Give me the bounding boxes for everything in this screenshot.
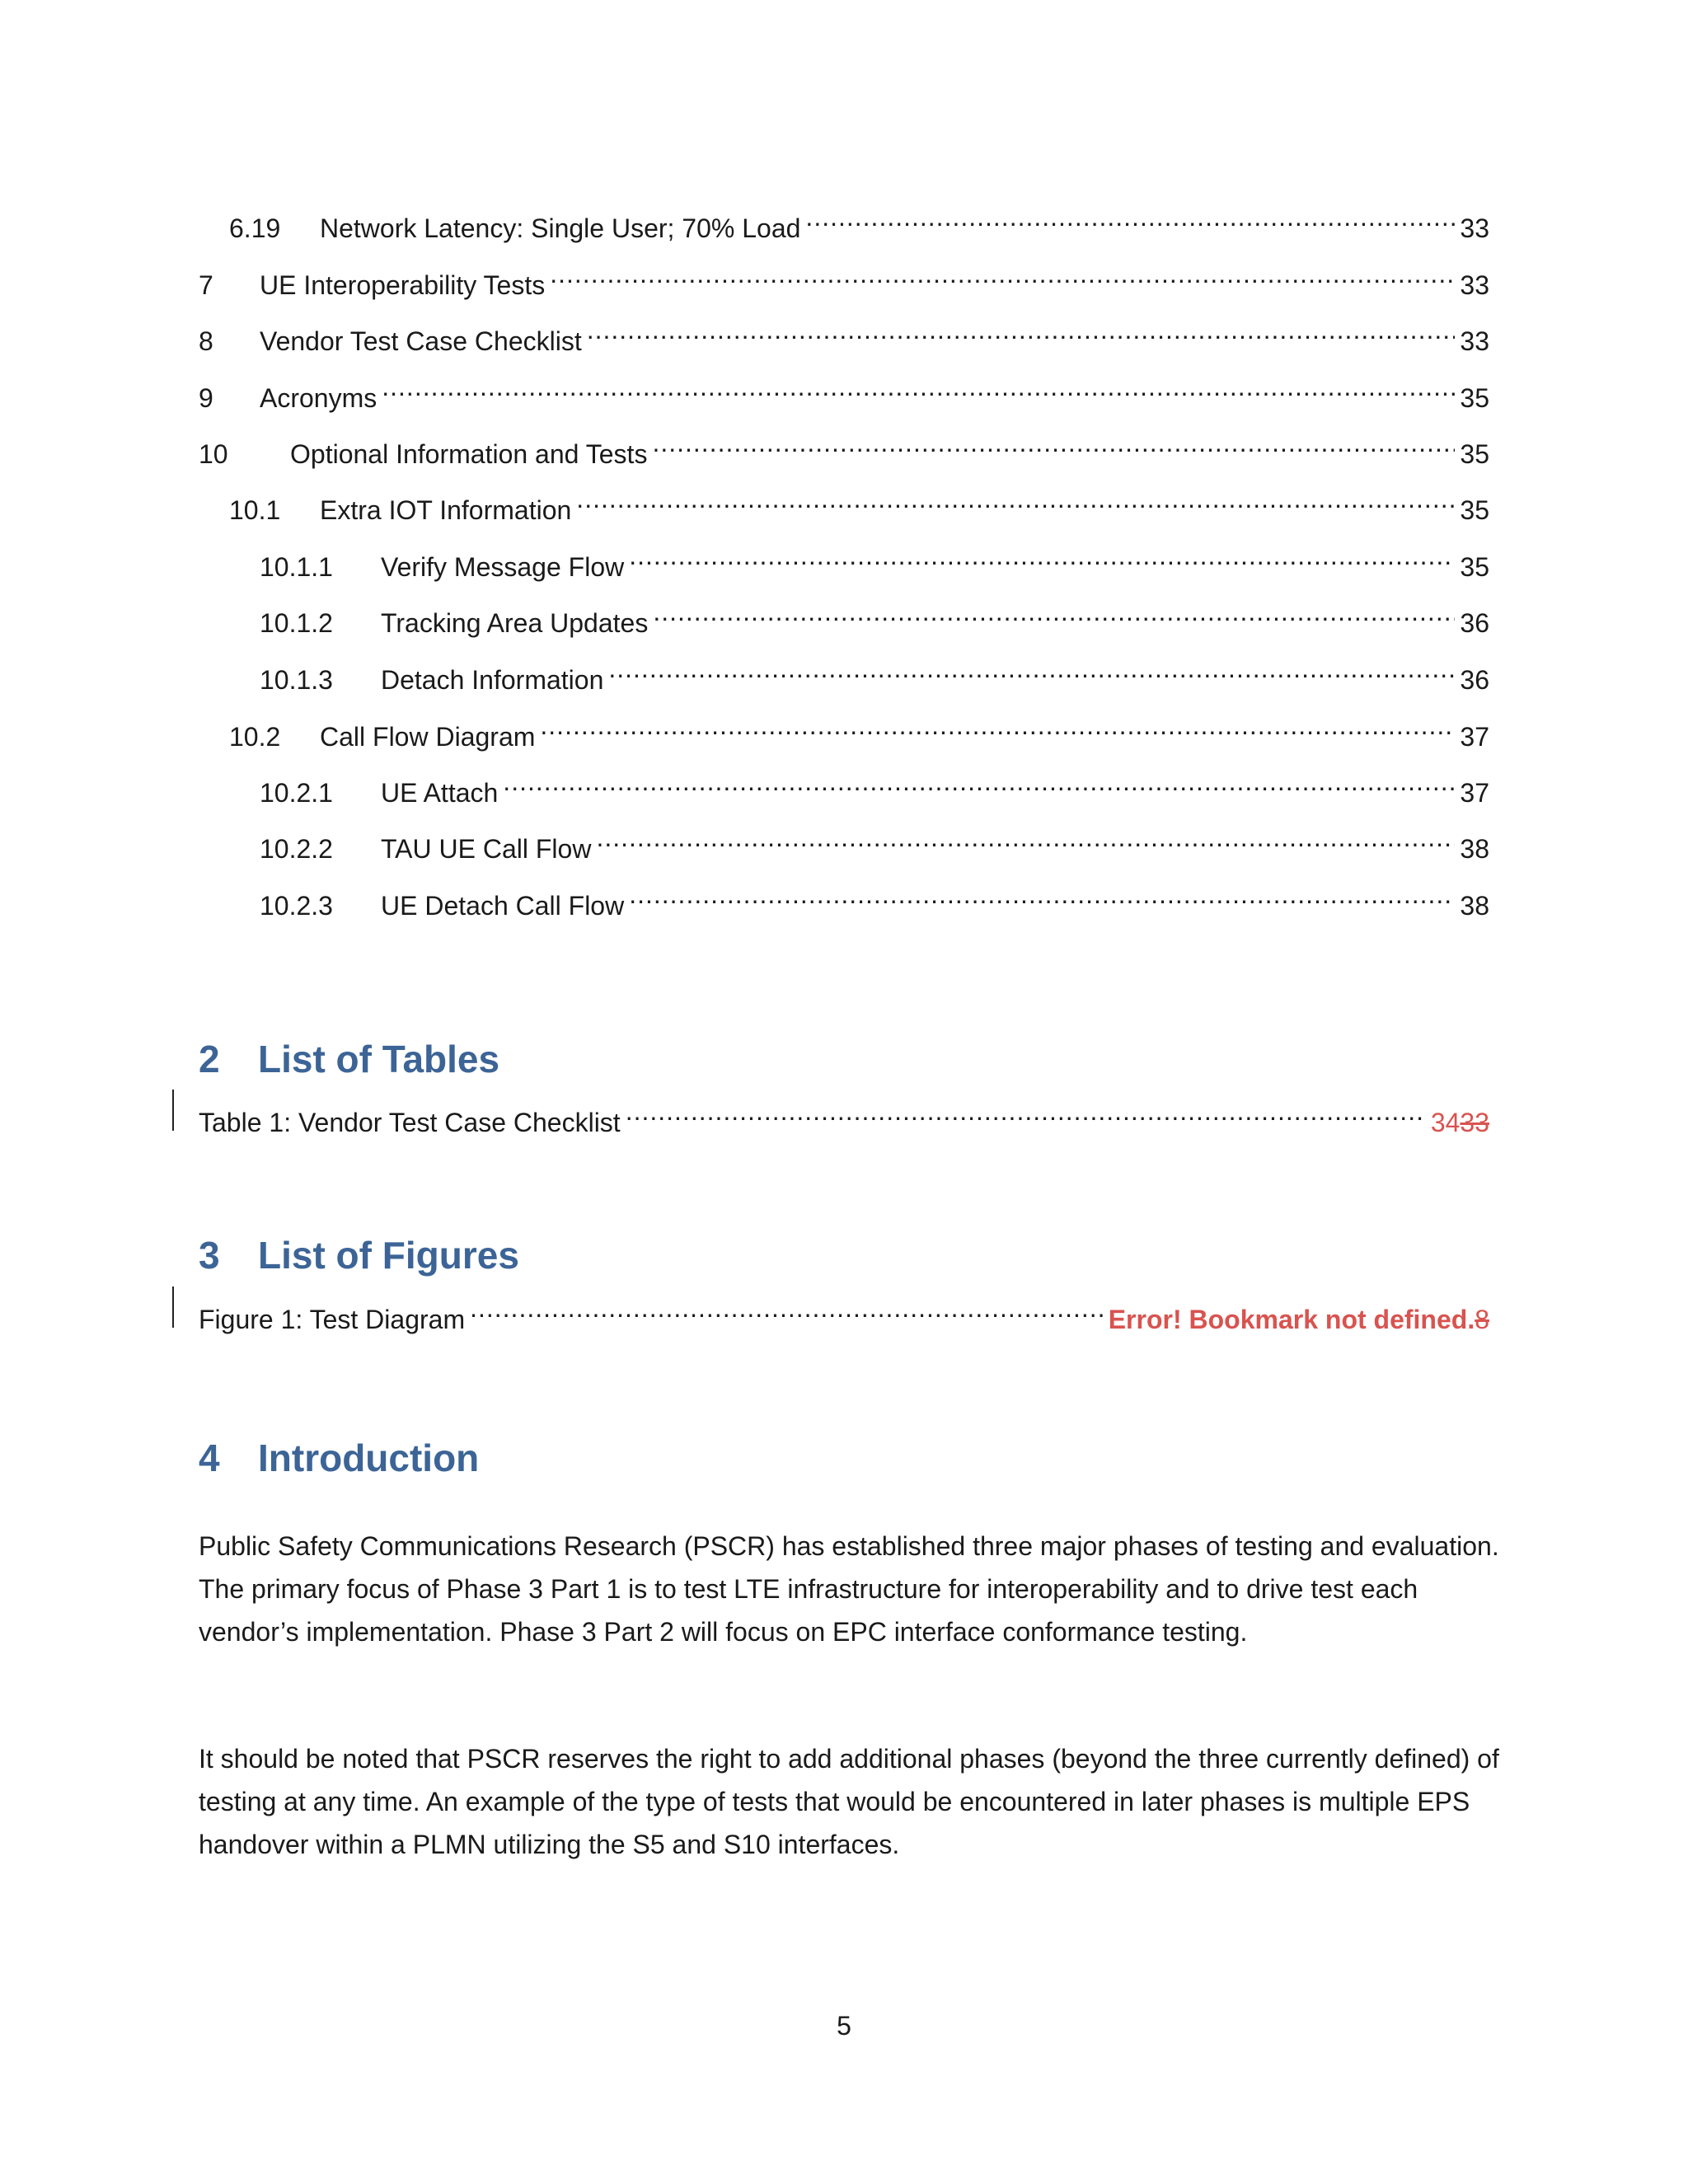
toc-entry-title: UE Detach Call Flow: [381, 891, 625, 921]
table-entry-title: Table 1: Vendor Test Case Checklist: [199, 1108, 621, 1137]
revision-change-bar: [172, 1090, 174, 1131]
toc-entry-number: 10.1.1: [260, 552, 333, 582]
table-entry-page-tracked: [1431, 1102, 1489, 1143]
toc-entry[interactable]: [260, 591, 1489, 638]
intro-paragraph: Public Safety Communications Research (PSCR) has established three major phases of testing and evaluation. The primary focus of Phase 3 Part 1 is to test LTE infrastructure for interoperability and to drive test each vendor’s implementation. Phase 3 Part 2 will focus on EPC interface conformance testing.: [199, 1531, 1499, 1647]
section-number: 2: [199, 1038, 220, 1080]
toc-entry-number: 10.1.3: [260, 665, 333, 695]
section-number: 4: [199, 1436, 220, 1479]
toc-entry-page: 38: [1460, 834, 1489, 864]
toc-entry-title: Acronyms: [260, 383, 377, 413]
toc-dot-leader: [470, 1287, 1104, 1329]
toc-entry-page: 33: [1460, 270, 1489, 300]
toc-dot-leader: [629, 874, 1455, 915]
toc-dot-leader: [576, 478, 1455, 519]
toc-entry-title: Verify Message Flow: [381, 552, 625, 582]
toc-dot-leader: [596, 817, 1455, 858]
toc-dot-leader: [629, 535, 1455, 576]
section-title: List of Tables: [258, 1038, 500, 1080]
page-number: 5: [837, 2011, 851, 2041]
toc-entry[interactable]: [260, 874, 1489, 921]
toc-entry-number: 10.2.2: [260, 834, 333, 864]
toc-entry-title: Network Latency: Single User; 70% Load: [320, 213, 801, 243]
section-title: Introduction: [258, 1436, 480, 1479]
section-number: 3: [199, 1234, 220, 1277]
toc-entry-title: TAU UE Call Flow: [381, 834, 592, 864]
toc-entry-title: Call Flow Diagram: [320, 722, 536, 752]
revision-change-bar: [172, 1286, 174, 1328]
toc-dot-leader: [626, 1090, 1426, 1132]
toc-dot-leader: [608, 648, 1455, 689]
table-entry-page-deleted: 33: [1460, 1108, 1489, 1137]
toc-entry-title: Detach Information: [381, 665, 604, 695]
toc-entry-page: 35: [1460, 439, 1489, 469]
toc-entry-number: 10.2.3: [260, 891, 333, 921]
toc-entry-title: Optional Information and Tests: [290, 439, 648, 469]
toc-dot-leader: [540, 705, 1455, 746]
toc-entry-number: 10: [199, 439, 228, 469]
toc-entry-number: 7: [199, 270, 213, 300]
section-heading-list-of-figures: [199, 1233, 519, 1277]
figure-entry-page-deleted: 8: [1475, 1305, 1489, 1334]
list-of-tables-entry[interactable]: [199, 1090, 1489, 1137]
section-heading-list-of-tables: [199, 1037, 499, 1081]
toc-entry-number: 8: [199, 326, 213, 356]
toc-entry[interactable]: [199, 366, 1489, 413]
figure-entry-error: [1109, 1299, 1489, 1340]
toc-dot-leader: [382, 366, 1455, 407]
toc-dot-leader: [587, 309, 1456, 350]
toc-entry[interactable]: [199, 422, 1489, 469]
toc-entry[interactable]: [199, 253, 1489, 300]
toc-entry-number: 6.19: [229, 213, 281, 243]
toc-dot-leader: [652, 422, 1455, 463]
toc-entry-page: 33: [1460, 213, 1489, 243]
toc-entry-title: Tracking Area Updates: [381, 608, 649, 638]
intro-paragraph: It should be noted that PSCR reserves the right to add additional phases (beyond the three currently defined) of testing at any time. An example of the type of tests that would be encountered in later phases is multiple EPS handover within a PLMN utilizing the S5 and S10 interfaces.: [199, 1744, 1499, 1859]
toc-entry-title: UE Interoperability Tests: [260, 270, 546, 300]
section-heading-introduction: [199, 1436, 479, 1480]
bookmark-error-text: Error! Bookmark not defined.: [1108, 1305, 1475, 1334]
toc-entry-title: UE Attach: [381, 778, 499, 808]
toc-entry-page: 36: [1460, 665, 1489, 695]
toc-entry[interactable]: [260, 761, 1489, 808]
toc-entry-page: 35: [1460, 552, 1489, 582]
toc-entry-number: 9: [199, 383, 213, 413]
table-entry-page-new: 34: [1430, 1108, 1461, 1137]
toc-entry-page: 36: [1460, 608, 1489, 638]
toc-entry-page: 37: [1460, 778, 1489, 808]
toc-entry[interactable]: [229, 705, 1489, 752]
toc-entry-number: 10.1: [229, 495, 281, 525]
toc-entry-number: 10.1.2: [260, 608, 333, 638]
toc-entry-title: Vendor Test Case Checklist: [260, 326, 582, 356]
toc-dot-leader: [503, 761, 1455, 802]
toc-entry[interactable]: [229, 196, 1489, 243]
toc-dot-leader: [653, 591, 1455, 632]
toc-entry-page: 35: [1460, 495, 1489, 525]
toc-entry[interactable]: [260, 535, 1489, 582]
toc-dot-leader: [805, 196, 1455, 237]
toc-entry[interactable]: [260, 648, 1489, 695]
section-title: List of Figures: [258, 1234, 519, 1277]
toc-entry-title: Extra IOT Information: [320, 495, 572, 525]
toc-entry[interactable]: [260, 817, 1489, 864]
toc-entry[interactable]: [199, 309, 1489, 356]
toc-entry-number: 10.2.1: [260, 778, 333, 808]
toc-entry-page: 37: [1460, 722, 1489, 752]
toc-entry-page: 38: [1460, 891, 1489, 921]
toc-entry-page: 35: [1460, 383, 1489, 413]
toc-entry-number: 10.2: [229, 722, 281, 752]
toc-entry[interactable]: [229, 478, 1489, 525]
figure-entry-title: Figure 1: Test Diagram: [199, 1305, 466, 1334]
toc-dot-leader: [550, 253, 1455, 294]
list-of-figures-entry[interactable]: [199, 1287, 1489, 1334]
toc-entry-page: 33: [1460, 326, 1489, 356]
